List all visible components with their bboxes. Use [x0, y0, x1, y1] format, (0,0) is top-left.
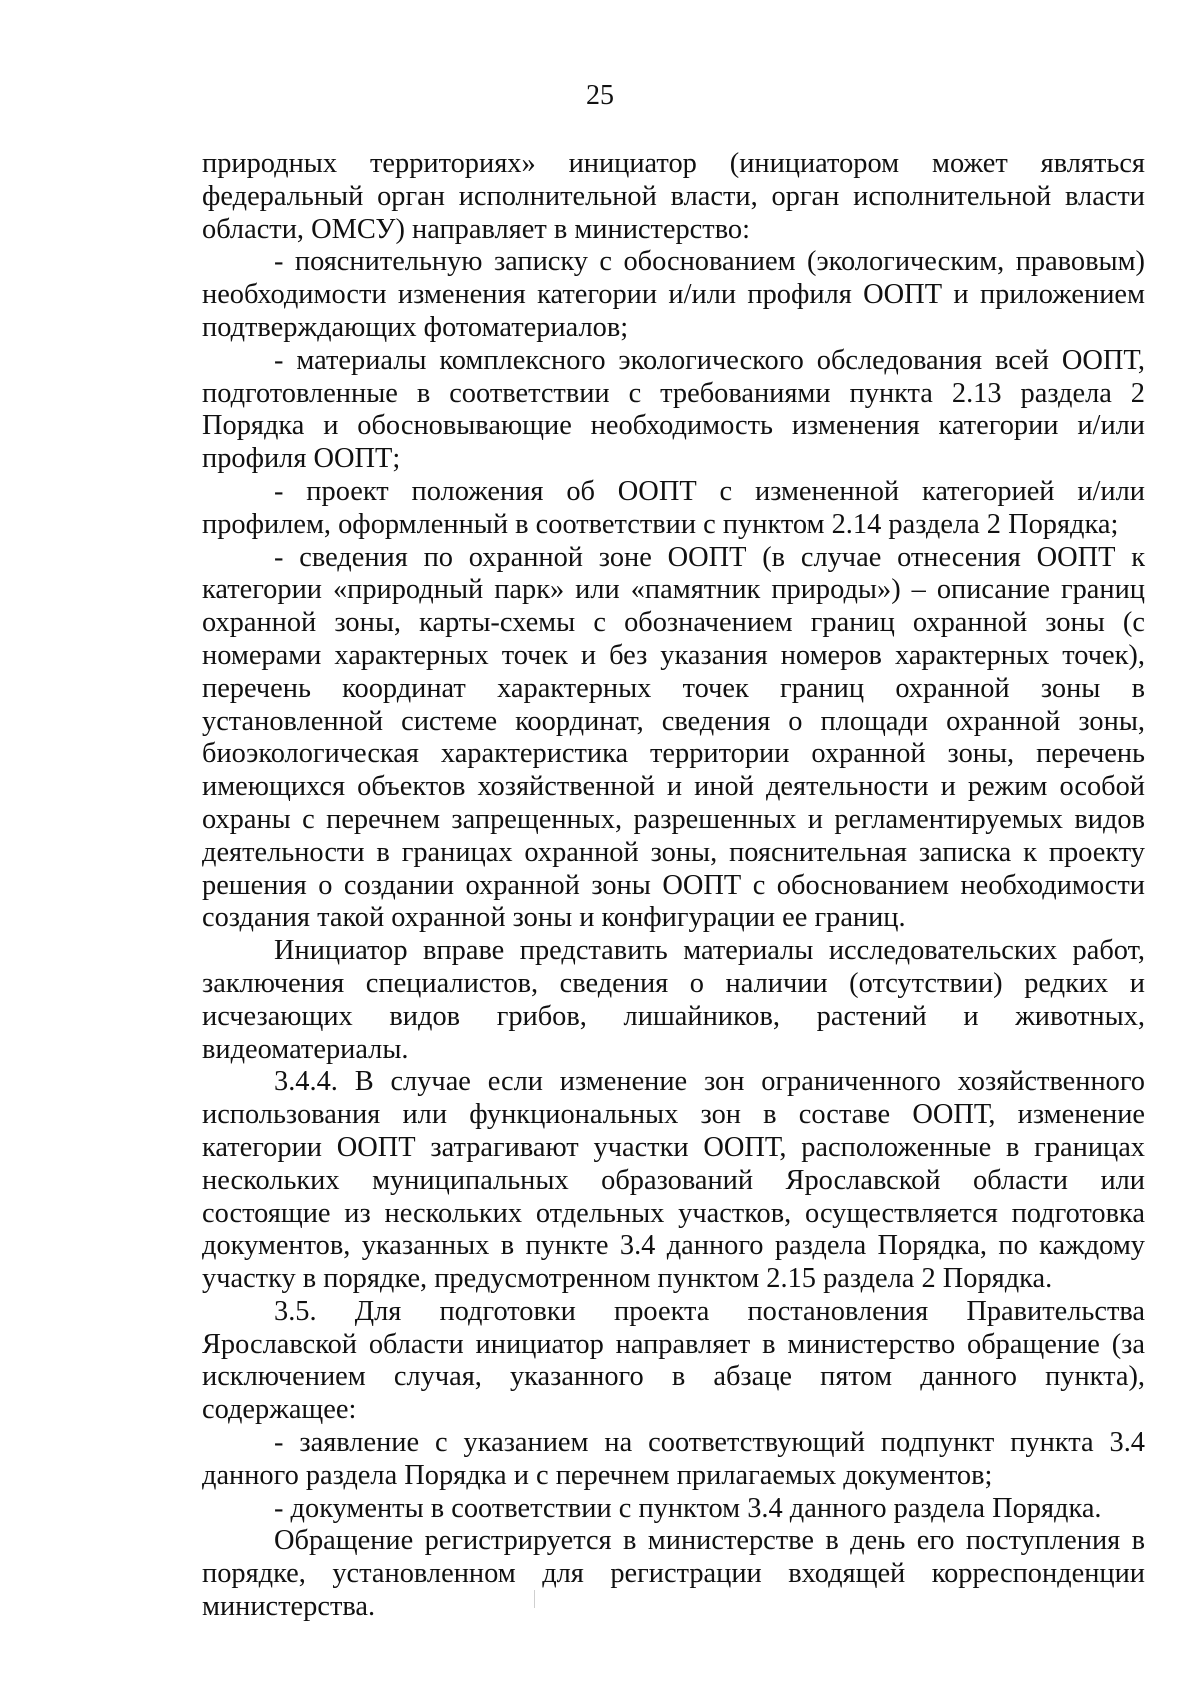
- list-item-protection-zone-info: - сведения по охранной зоне ООПТ (в случае отнесения ООПТ к категории «природный парк» или «памятник природы») – описание границ охранной зоны, карты-схемы с обозначением границ охранной зоны (с номерами характерных точек и без указания номеров характерных точек), перечень координат характерных точек границ охранной зоны в установленной системе координат, сведения о площади охранной зоны, биоэкологическая характеристика территории охранной зоны, перечень имеющихся объектов хозяйственной и иной деятельности и режим особой охраны с перечнем запрещенных, разрешенных и регламентируемых видов деятельности в границах охранной зоны, пояснительная записка к проекту решения о создании охранной зоны ООПТ с обоснованием необходимости создания такой охранной зоны и конфигурации ее границ.: [202, 541, 1145, 934]
- paragraph-continuation: природных территориях» инициатор (инициатором может являться федеральный орган исполнительной власти, орган исполнительной власти области, ОМСУ) направляет в министерство:: [202, 148, 1145, 245]
- list-item-draft-regulation: - проект положения об ООПТ с измененной категорией и/или профилем, оформленный в соответствии с пунктом 2.14 раздела 2 Порядка;: [202, 475, 1145, 540]
- paragraph-registration: Обращение регистрируется в министерстве в день его поступления в порядке, установленном для регистрации входящей корреспонденции министерства.: [202, 1525, 1145, 1623]
- list-item-documents: - документы в соответствии с пунктом 3.4 данного раздела Порядка.: [274, 1492, 1102, 1524]
- list-item-explanatory-note: - пояснительную записку с обоснованием (экологическим, правовым) необходимости изменения категории и/или профиля ООПТ и приложением подтверждающих фотоматериалов;: [202, 246, 1145, 343]
- document-body: [202, 148, 1145, 1624]
- paragraph-initiator-right: Инициатор вправе представить материалы исследовательских работ, заключения специалистов, сведения о наличии (отсутствии) редких и исчезающих видов грибов, лишайников, растений и животных, видеоматериалы.: [202, 935, 1145, 1065]
- list-item-survey-materials: - материалы комплексного экологического обследования всей ООПТ, подготовленные в соответствии с требованиями пункта 2.13 раздела 2 Порядка и обосновывающие необходимость изменения категории и/или профиля ООПТ;: [202, 344, 1145, 475]
- clause-3-5: 3.5. Для подготовки проекта постановления Правительства Ярославской области инициатор направляет в министерство обращение (за исключением случая, указанного в абзаце пятом данного пункта), содержащее:: [202, 1295, 1145, 1426]
- scan-artifact: [534, 1590, 535, 1608]
- list-item-application: - заявление с указанием на соответствующий подпункт пункта 3.4 данного раздела Порядка и с перечнем прилагаемых документов;: [202, 1427, 1145, 1491]
- page-number: 25: [586, 80, 614, 111]
- clause-3-4-4: 3.4.4. В случае если изменение зон ограниченного хозяйственного использования или функциональных зон в составе ООПТ, изменение категории ООПТ затрагивают участки ООПТ, расположенные в границах нескольких муниципальных образований Ярославской области или состоящие из нескольких отдельных участков, осуществляется подготовка документов, указанных в пункте 3.4 данного раздела Порядка, по каждому участку в порядке, предусмотренном пунктом 2.15 раздела 2 Порядка.: [202, 1066, 1145, 1295]
